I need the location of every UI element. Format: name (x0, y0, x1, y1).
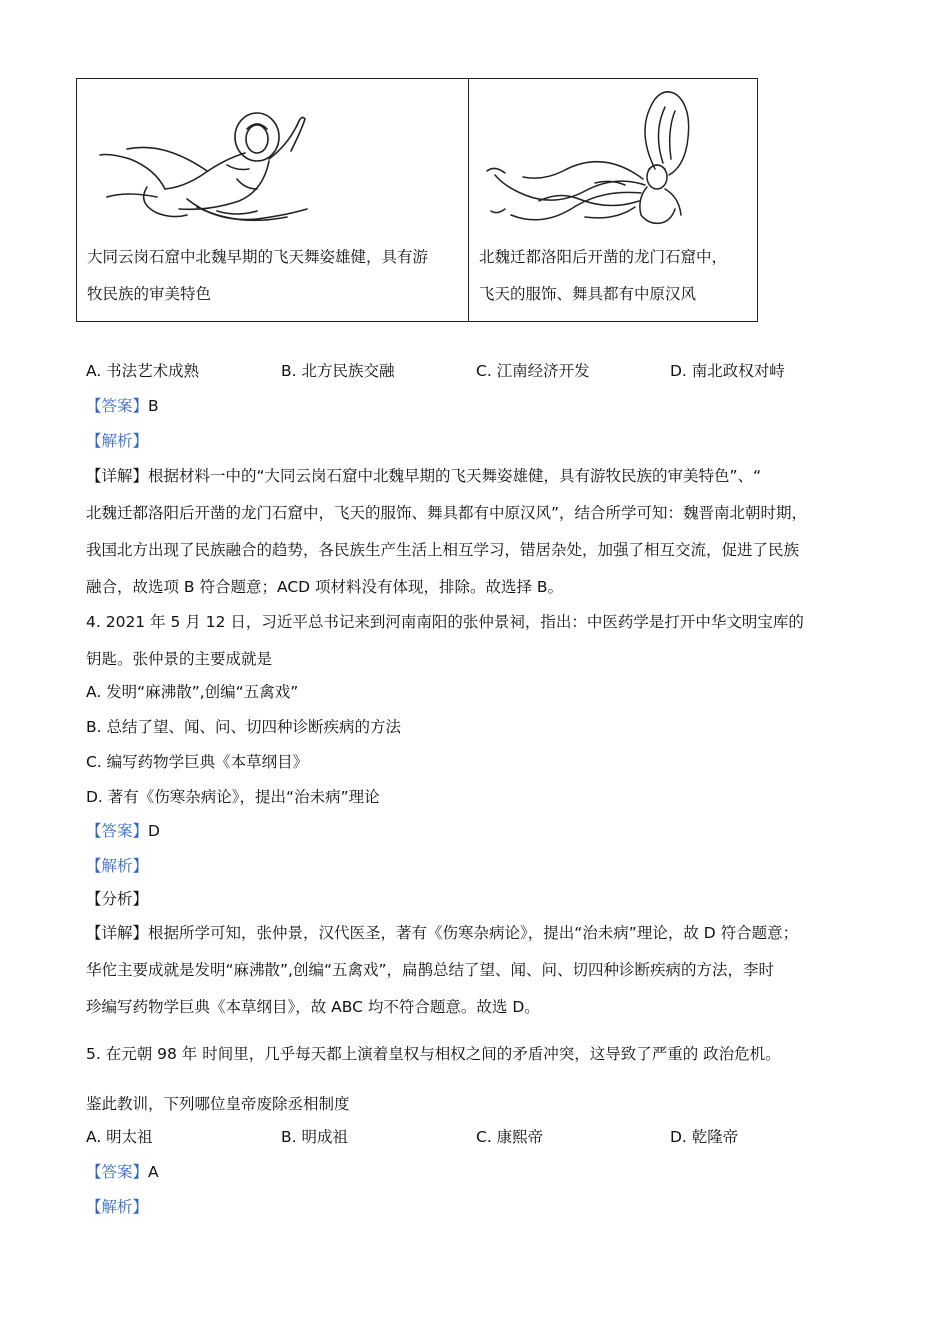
left-caption-line2: 牧民族的审美特色 (87, 285, 212, 303)
q4-detail-line2: 华佗主要成就是发明“麻沸散”,创编“五禽戏”，扁鹊总结了望、闻、问、切四种诊断疾病的方法，李时 (86, 961, 775, 979)
q4-option-c: C. 编写药物学巨典《本草纲目》 (86, 753, 309, 771)
q4-answer-value: D (148, 822, 160, 840)
q4-option-d: D. 著有《伤寒杂病论》，提出“治未病”理论 (86, 788, 380, 806)
q3-option-a: A. 书法艺术成熟 (86, 362, 200, 380)
q4-stem-line1: 4. 2021 年 5 月 12 日，习近平总书记来到河南南阳的张仲景祠，指出：中医药学是打开中华文明宝库的 (86, 613, 804, 631)
longmen-apsara-illustration (475, 89, 705, 234)
q4-stem-line2: 钥匙。张仲景的主要成就是 (86, 650, 273, 668)
q4-option-a: A. 发明“麻沸散”,创编“五禽戏” (86, 683, 299, 701)
q5-answer-row (86, 1160, 159, 1182)
yungang-apsara-illustration (87, 99, 337, 229)
q3-detail-line4: 融合，故选项 B 符合题意；ACD 项材料没有体现，排除。故选择 B。 (86, 578, 564, 596)
q3-answer-value: B (148, 397, 159, 415)
q5-option-c: C. 康熙帝 (476, 1128, 544, 1146)
q4-detail-line3: 珍编写药物学巨典《本草纲目》，故 ABC 均不符合题意。故选 D。 (86, 998, 540, 1016)
right-caption-line2: 飞天的服饰、舞具都有中原汉风 (479, 285, 697, 303)
left-caption-line1: 大同云岗石窟中北魏早期的飞天舞姿雄健，具有游 (87, 248, 429, 266)
q5-answer-value: A (148, 1163, 159, 1181)
q4-detail-line1: 【详解】根据所学可知，张仲景，汉代医圣，著有《伤寒杂病论》，提出“治未病”理论，故 D 符合题意； (86, 924, 799, 942)
q3-answer-label: 【答案】 (86, 397, 149, 415)
q3-analysis-label: 【解析】 (86, 432, 149, 450)
q5-option-b: B. 明成祖 (281, 1128, 348, 1146)
q4-answer-label: 【答案】 (86, 822, 149, 840)
q4-answer-row (86, 819, 160, 841)
table-divider (468, 79, 469, 321)
q5-analysis-label: 【解析】 (86, 1198, 149, 1216)
q3-option-d: D. 南北政权对峙 (670, 362, 785, 380)
q5-stem-line1: 5. 在元朝 98 年 时间里，几乎每天都上演着皇权与相权之间的矛盾冲突，这导致了严重的 政治危机。 (86, 1045, 781, 1063)
q4-option-b: B. 总结了望、闻、问、切四种诊断疾病的方法 (86, 718, 401, 736)
q3-detail-line1: 【详解】根据材料一中的“大同云岗石窟中北魏早期的飞天舞姿雄健，具有游牧民族的审美特色”、“ (86, 467, 762, 485)
illustration-table (76, 78, 758, 322)
q3-option-c: C. 江南经济开发 (476, 362, 590, 380)
q5-option-a: A. 明太祖 (86, 1128, 153, 1146)
q3-detail-line2: 北魏迁都洛阳后开凿的龙门石窟中，飞天的服饰、舞具都有中原汉风”，结合所学可知：魏晋南北朝时期， (86, 504, 808, 522)
q5-stem-line2: 鉴此教训，下列哪位皇帝废除丞相制度 (86, 1095, 350, 1113)
q3-detail-line3: 我国北方出现了民族融合的趋势，各民族生产生活上相互学习，错居杂处，加强了相互交流，促进了民族 (86, 541, 800, 559)
q5-answer-label: 【答案】 (86, 1163, 149, 1181)
q5-option-d: D. 乾隆帝 (670, 1128, 739, 1146)
q4-fenxi-label: 【分析】 (86, 890, 149, 908)
right-caption-line1: 北魏迁都洛阳后开凿的龙门石窟中， (479, 248, 728, 266)
q4-analysis-label: 【解析】 (86, 857, 149, 875)
q3-option-b: B. 北方民族交融 (281, 362, 395, 380)
q3-answer-row (86, 394, 159, 416)
